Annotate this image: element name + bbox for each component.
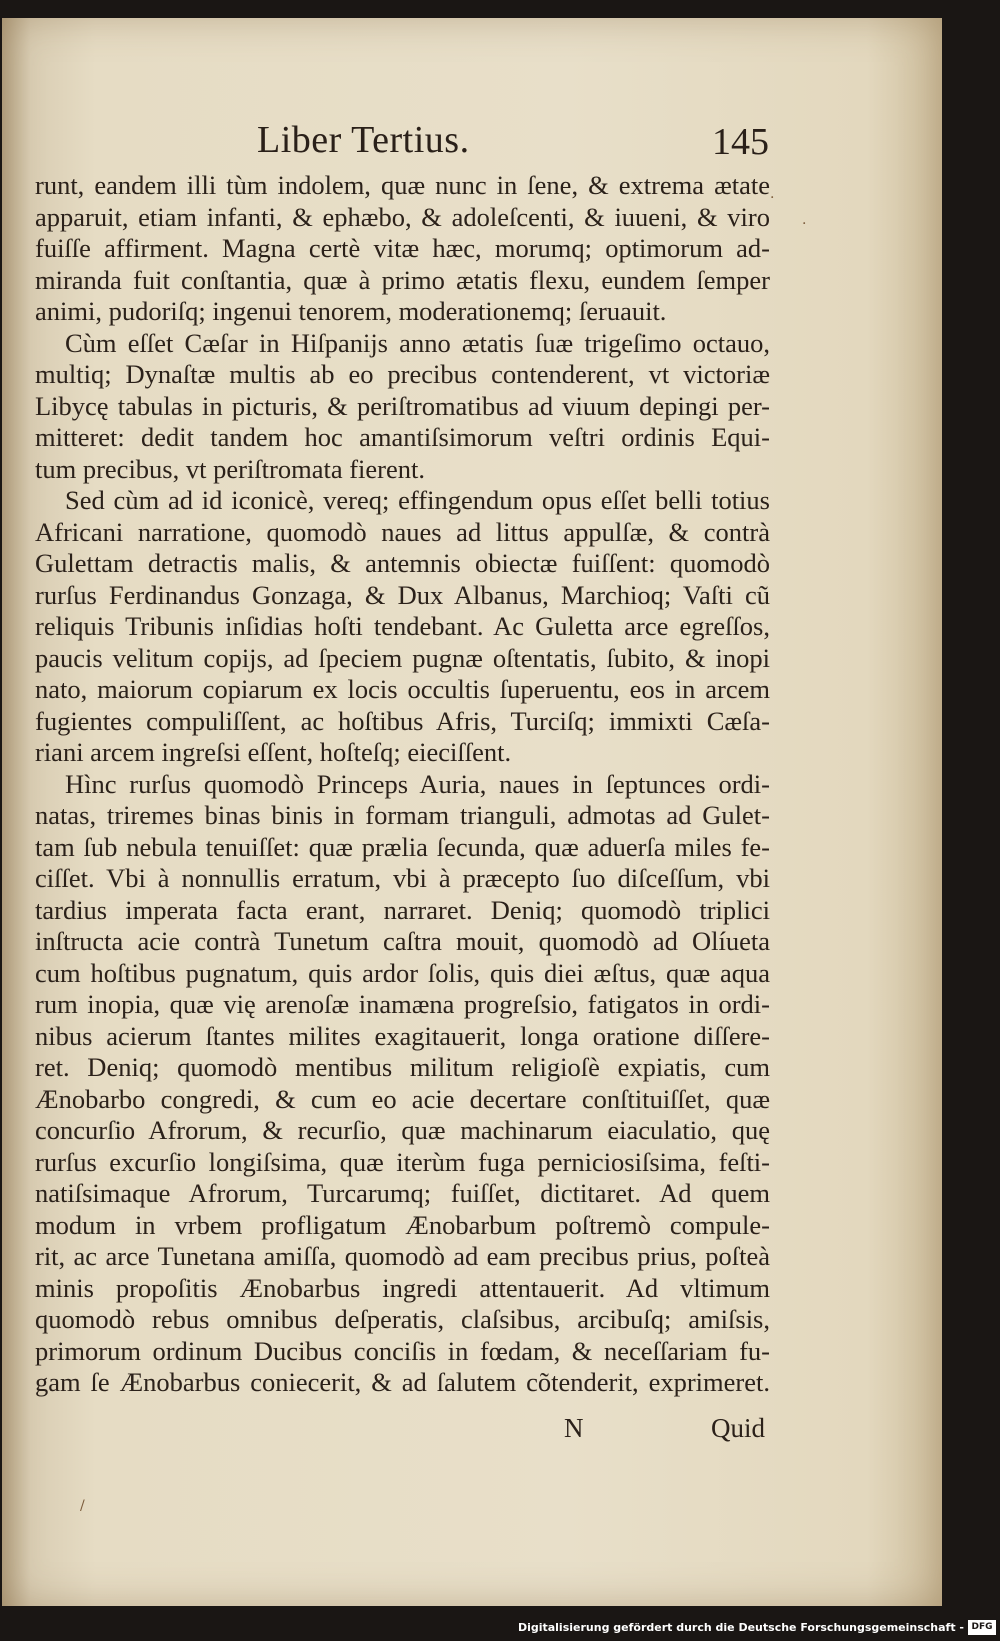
text-line: reliquis Tribunis inſidias hoſti tendebant. Ac Guletta arce egreſſos, <box>35 611 770 641</box>
signature-mark: N <box>564 1413 584 1443</box>
text-line: Libycę tabulas in picturis, & periſtromatibus ad viuum depingi per- <box>35 390 770 421</box>
digitization-credit-bar <box>0 1618 1000 1641</box>
text-line: fuiſſe affirment. Magna certè vitæ hæc, morumq; optimorum ad- <box>35 233 770 263</box>
dfg-logo-icon: DFG <box>968 1620 996 1635</box>
text-line: tum precibus, vt periſtromata fierent. <box>35 453 426 484</box>
text-line: cum hoſtibus pugnatum, quis ardor ſolis, quis diei æſtus, quæ aqua <box>35 957 770 988</box>
ink-speck: · <box>770 190 775 206</box>
ink-speck: / <box>80 1498 85 1514</box>
text-line: concurſio Afrorum, & recurſio, quæ machinarum eiaculatio, quę <box>35 1115 770 1145</box>
text-line: mitteret: dedit tandem hoc amantiſsimorum veſtri ordinis Equi- <box>35 422 770 452</box>
text-line: Africani narratione, quomodò naues ad littus appulſæ, & contrà <box>35 516 770 547</box>
text-line: ciſſet. Vbi à nonnullis erratum, vbi à præcepto ſuo diſceſſum, vbi <box>35 863 770 893</box>
text-line: natas, triremes binas binis in formam trianguli, admotas ad Gulet- <box>35 800 770 830</box>
text-line: rurſus Ferdinandus Gonzaga, & Dux Albanus, Marchioq; Vaſti cũ <box>35 579 770 610</box>
running-head: Liber Tertius. <box>257 119 470 161</box>
ink-speck: · <box>802 216 807 232</box>
text-line: rurſus excurſio longiſsima, quæ iterùm fuga perniciosiſsima, feſti- <box>35 1146 770 1177</box>
text-line: tardius imperata facta erant, narraret. Deniq; quomodò triplici <box>35 894 770 925</box>
text-line: gam ſe Ænobarbus coniecerit, & ad ſalutem cõtenderit, exprimeret. <box>35 1367 770 1397</box>
text-line: fugientes compuliſſent, ac hoſtibus Afris, Turciſq; immixti Cæſa- <box>35 705 770 736</box>
text-line: animi, pudoriſq; ingenui tenorem, moderationemq; ſeruauit. <box>35 296 667 326</box>
text-line: modum in vrbem profligatum Ænobarbum poſtremò compule- <box>35 1209 770 1240</box>
text-line: ret. Deniq; quomodò mentibus militum religioſè expiatis, cum <box>35 1052 770 1082</box>
text-line: tam ſub nebula tenuiſſet: quæ prælia ſecunda, quæ aduerſa miles fe- <box>35 831 770 862</box>
page-footer-catchwords <box>2 1413 942 1447</box>
text-line: miranda fuit conſtantia, quæ à primo ætatis flexu, eundem ſemper <box>35 264 770 295</box>
text-line: rit, ac arce Tunetana amiſſa, quomodò ad eam precibus prius, poſteà <box>35 1241 770 1271</box>
text-line: runt, eandem illi tùm indolem, quæ nunc in ſene, & extrema ætate <box>35 170 770 200</box>
text-line: rum inopia, quæ vię arenoſæ inamæna progreſsio, fatigatos in ordi- <box>35 989 770 1019</box>
text-line: apparuit, etiam infanti, & ephæbo, & adoleſcenti, & iuueni, & viro <box>35 201 770 232</box>
text-line: Gulettam detractis malis, & antemnis obiectæ fuiſſent: quomodò <box>35 548 770 578</box>
text-line: nibus acierum ſtantes milites exagitauerit, longa oratione diſſere- <box>35 1020 770 1051</box>
text-line: minis propoſitis Ænobarbus ingredi attentauerit. Ad vltimum <box>35 1272 770 1303</box>
page-number: 145 <box>712 121 769 163</box>
text-line: paucis velitum copijs, ad ſpeciem pugnæ oſtentatis, ſubito, & inopi <box>35 642 770 673</box>
text-line: natiſsimaque Afrorum, Turcarumq; fuiſſet, dictitaret. Ad quem <box>35 1178 770 1208</box>
text-line: Hìnc rurſus quomodò Princeps Auria, naues in ſeptunces ordi- <box>65 768 770 799</box>
text-line: Ænobarbo congredi, & cum eo acie decertare conſtituiſſet, quæ <box>35 1083 770 1114</box>
text-line: Sed cùm ad id iconicè, vereq; effingendum opus eſſet belli totius <box>65 485 770 515</box>
text-line: riani arcem ingreſsi eſſent, hoſteſq; eieciſſent. <box>35 737 512 767</box>
page-header <box>2 118 942 168</box>
text-line: inſtructa acie contrà Tunetum caſtra mouit, quomodò ad Olíueta <box>35 926 770 956</box>
book-page <box>2 18 942 1606</box>
body-text <box>35 170 770 1399</box>
text-line: nato, maiorum copiarum ex locis occultis ſuperuentu, eos in arcem <box>35 674 770 704</box>
credit-text: Digitalisierung gefördert durch die Deutsche Forschungsgemeinschaft - <box>517 1621 964 1634</box>
text-line: Cùm eſſet Cæſar in Hiſpanijs anno ætatis ſuæ trigeſimo octauo, <box>65 327 770 358</box>
text-line: primorum ordinum Ducibus conciſis in fœdam, & neceſſariam fu- <box>35 1335 770 1366</box>
text-line: quomodò rebus omnibus deſperatis, claſsibus, arcibuſq; amiſsis, <box>35 1304 770 1334</box>
catchword: Quid <box>711 1413 765 1443</box>
text-line: multiq; Dynaſtæ multis ab eo precibus contenderent, vt victoriæ <box>35 359 770 389</box>
